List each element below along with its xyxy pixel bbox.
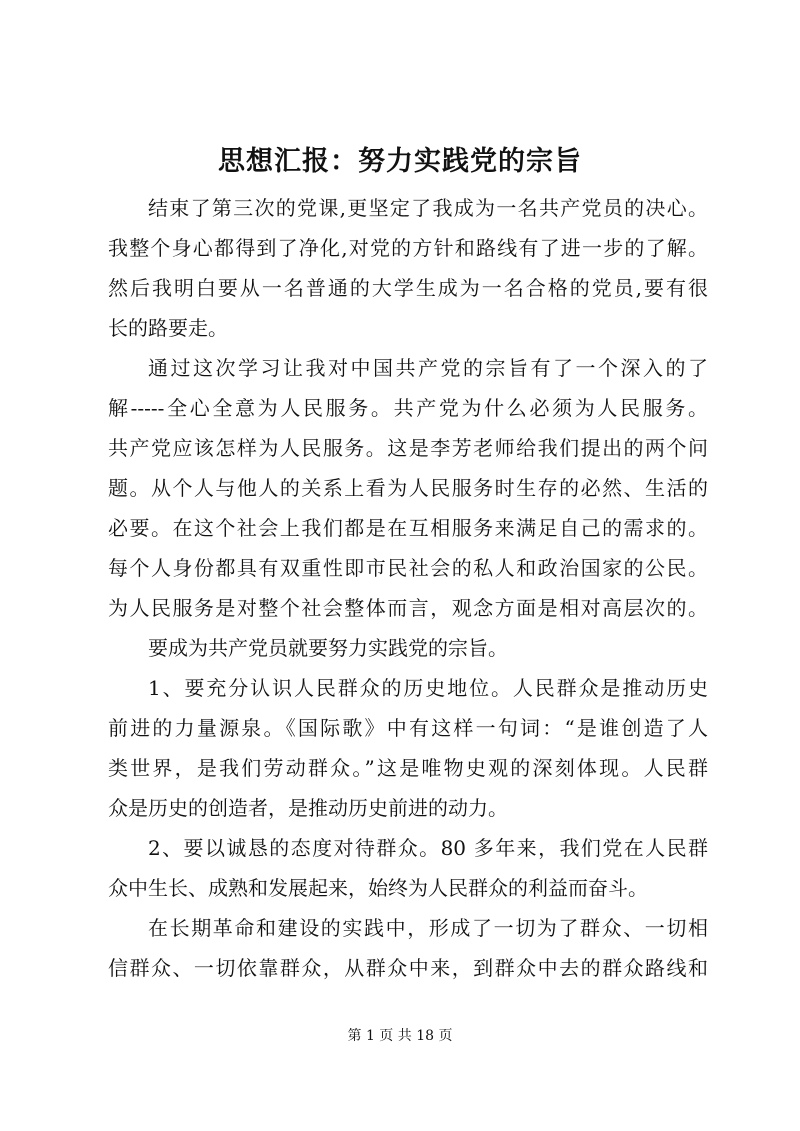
paragraph-line: 信群众、一切依靠群众，从群众中来，到群众中去的群众路线和 xyxy=(108,956,708,980)
paragraph-line: 然后我明白要从一名普通的大学生成为一名合格的党员,要有很 xyxy=(108,276,708,300)
paragraph-line: 结束了第三次的党课,更坚定了我成为一名共产党员的决心。 xyxy=(148,196,708,220)
paragraph-line: 2、要以诚恳的态度对待群众。80 多年来，我们党在人民群 xyxy=(148,836,708,860)
paragraph-line: 类世界，是我们劳动群众。”这是唯物史观的深刻体现。人民群 xyxy=(108,756,708,780)
page-footer: 第 1 页 共 18 页 xyxy=(347,1028,453,1044)
paragraph-line: 我整个身心都得到了净化,对党的方针和路线有了进一步的了解。 xyxy=(108,236,708,260)
paragraph-line: 长的路要走。 xyxy=(108,316,228,340)
paragraph-line: 题。从个人与他人的关系上看为人民服务时生存的必然、生活的 xyxy=(108,476,708,500)
paragraph-line: 要成为共产党员就要努力实践党的宗旨。 xyxy=(148,636,508,660)
paragraph-line: 1、要充分认识人民群众的历史地位。人民群众是推动历史 xyxy=(148,676,708,700)
paragraph-line: 众是历史的创造者，是推动历史前进的动力。 xyxy=(108,796,508,820)
paragraph-line: 通过这次学习让我对中国共产党的宗旨有了一个深入的了 xyxy=(148,356,708,380)
document-title: 思想汇报：努力实践党的宗旨 xyxy=(218,146,582,177)
paragraph-line: 共产党应该怎样为人民服务。这是李芳老师给我们提出的两个问 xyxy=(108,436,708,460)
paragraph-line: 每个人身份都具有双重性即市民社会的私人和政治国家的公民。 xyxy=(108,556,708,580)
paragraph-line: 在长期革命和建设的实践中，形成了一切为了群众、一切相 xyxy=(148,916,708,940)
paragraph-line: 必要。在这个社会上我们都是在互相服务来满足自己的需求的。 xyxy=(108,516,708,540)
paragraph-line: 解-----全心全意为人民服务。共产党为什么必须为人民服务。 xyxy=(108,396,708,420)
paragraph-line: 为人民服务是对整个社会整体而言，观念方面是相对高层次的。 xyxy=(108,596,708,620)
paragraph-line: 众中生长、成熟和发展起来，始终为人民群众的利益而奋斗。 xyxy=(108,876,648,900)
paragraph-line: 前进的力量源泉。《国际歌》中有这样一句词：“是谁创造了人 xyxy=(108,716,708,740)
